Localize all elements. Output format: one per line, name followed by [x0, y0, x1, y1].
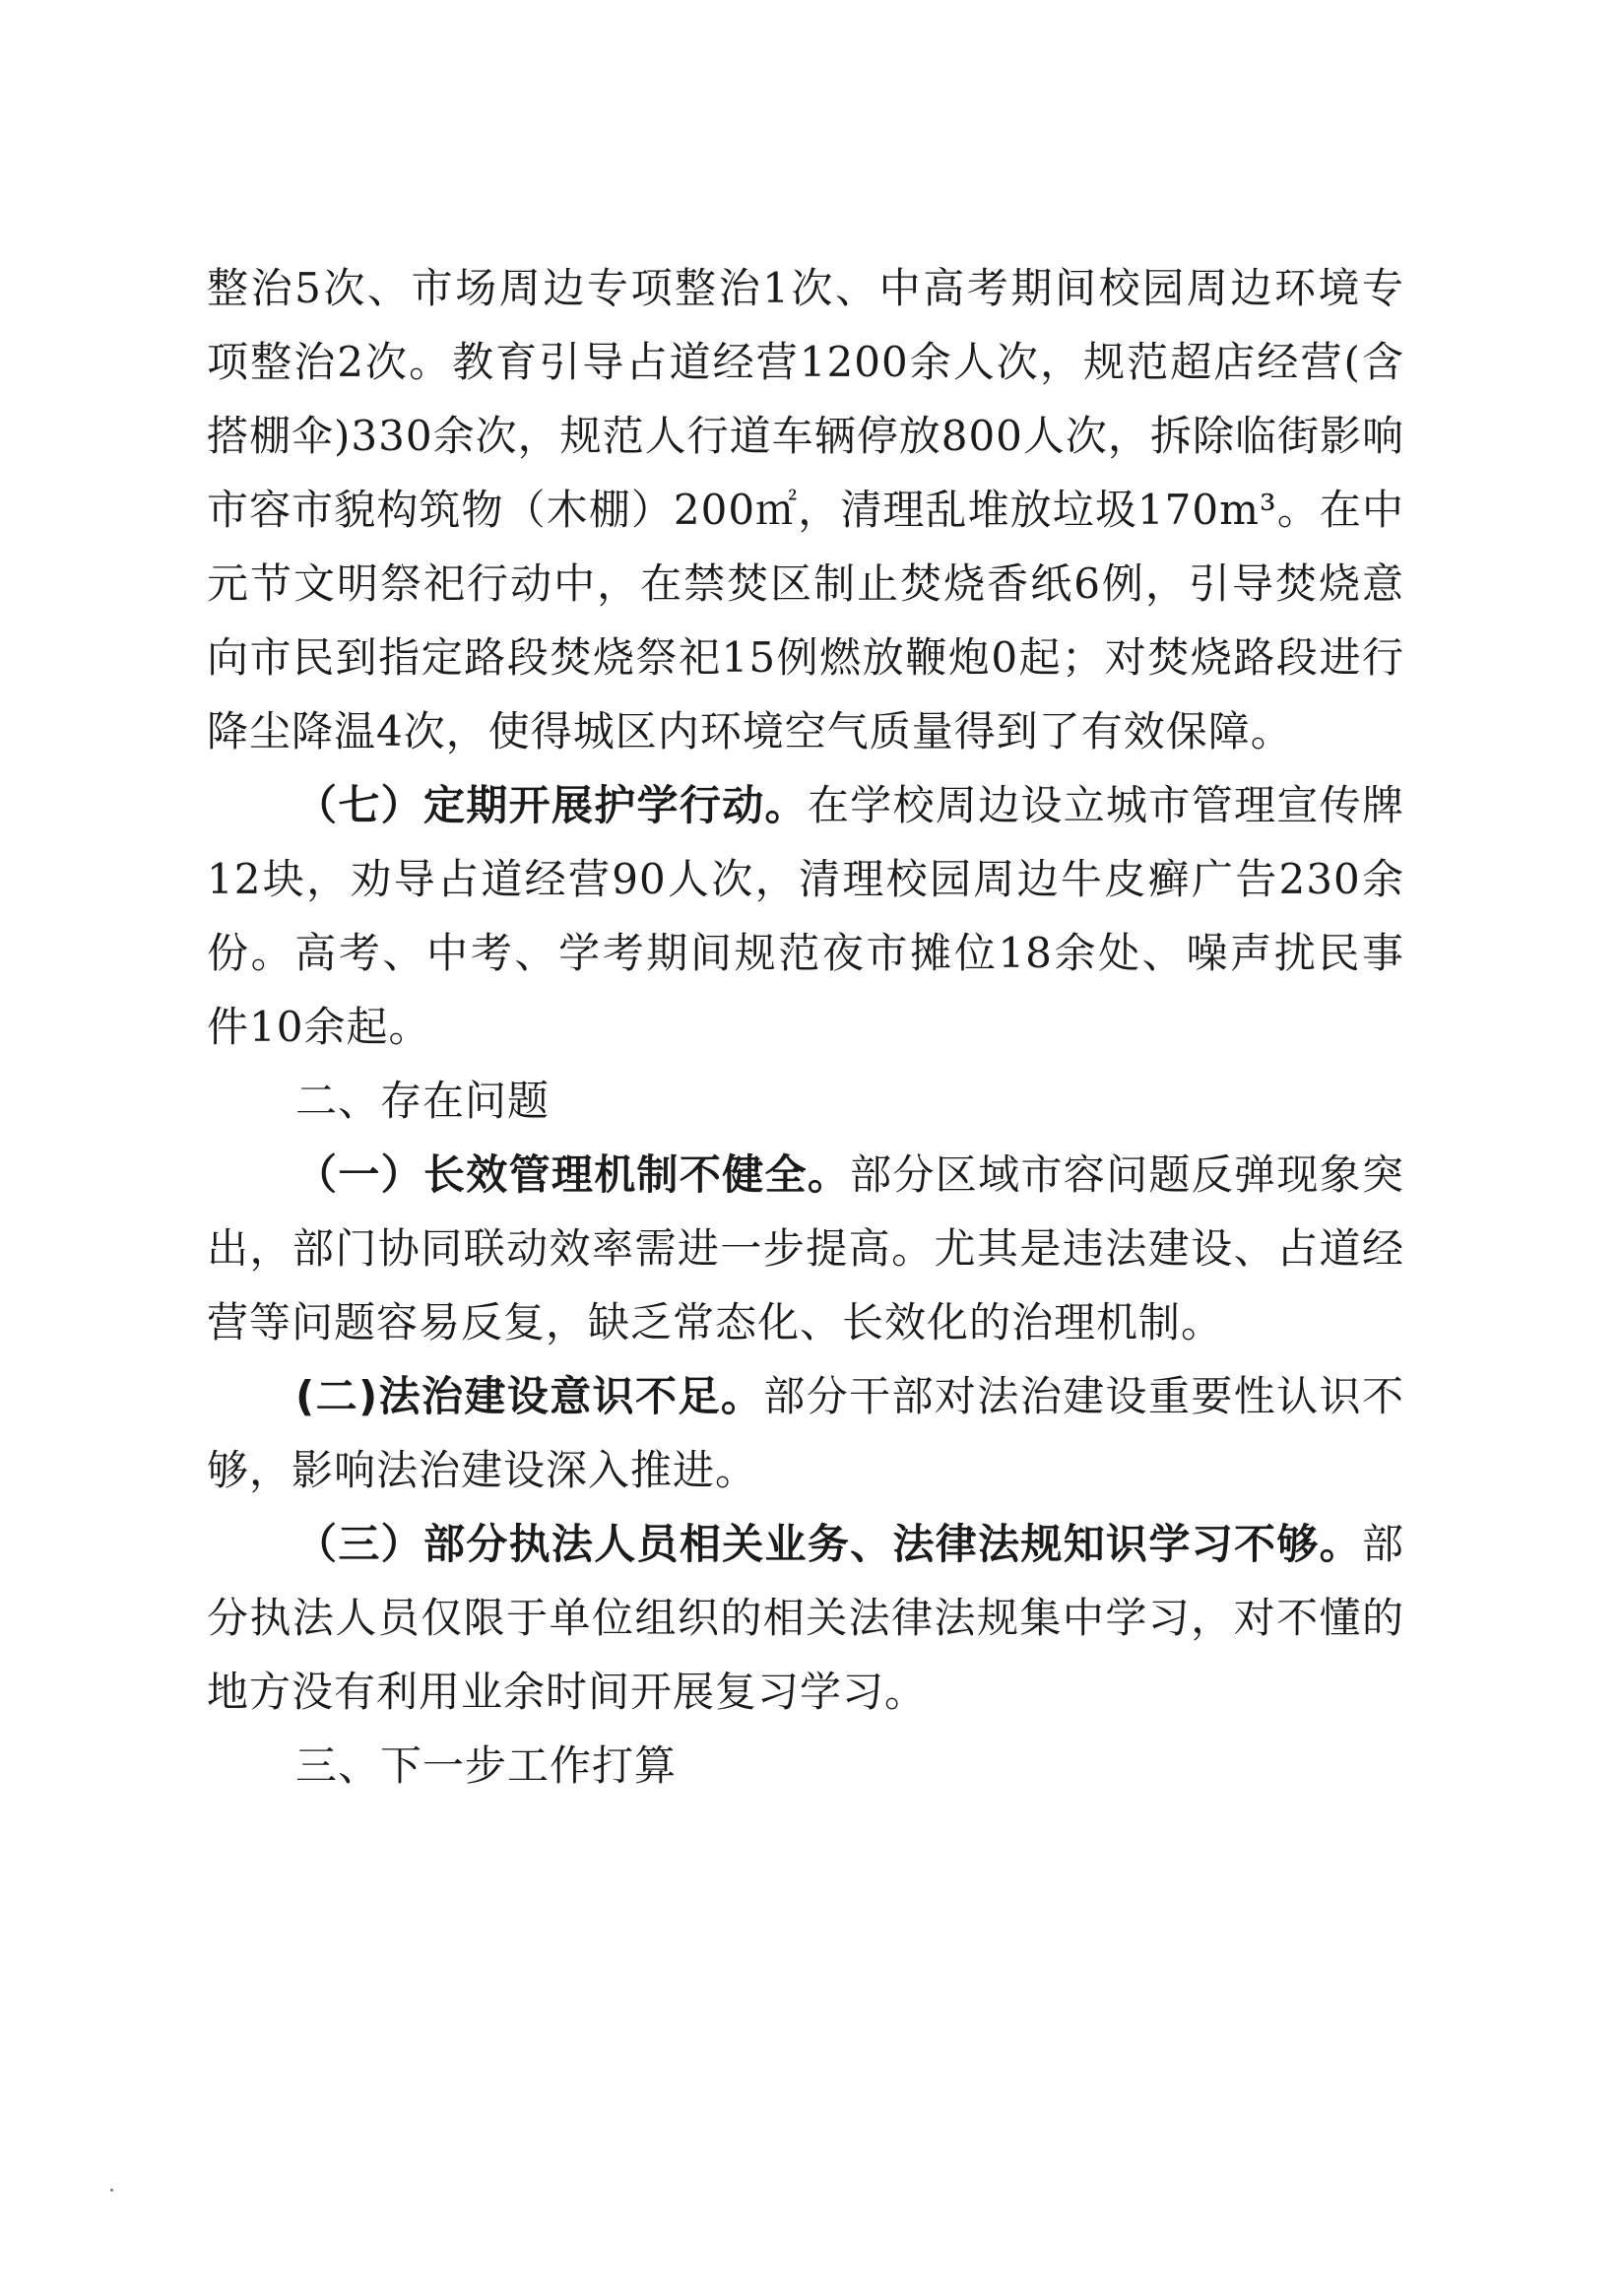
paragraph-lead-problem-mechanism: （一）长效管理机制不健全。: [295, 1150, 851, 1199]
document-body: [207, 251, 1404, 1803]
paragraph-problem-mechanism: [207, 1138, 1404, 1359]
paragraph-lead-problem-training: （三）部分执法人员相关业务、法律法规知识学习不够。: [295, 1520, 1362, 1568]
paragraph-school-protection: [207, 768, 1404, 1064]
paragraph-lead-school-protection: （七）定期开展护学行动。: [295, 781, 808, 829]
paragraph-problem-training: [207, 1507, 1404, 1729]
section-heading-problems: 二、存在问题: [295, 1077, 551, 1125]
paragraph-body-school-protection: 在学校周边设立城市管理宣传牌12块，劝导占道经营90人次，清理校园周边牛皮癣广告230余份。高考、中考、学考期间规范夜市摊位18余处、噪声扰民事件10余起。: [207, 781, 1404, 1051]
paragraph-body-problem-mechanism: 部分区域市容问题反弹现象突出，部门协同联动效率需进一步提高。尤其是违法建设、占道经营等问题容易反复，缺乏常态化、长效化的治理机制。: [207, 1150, 1404, 1346]
paragraph-problem-rule-of-law: [207, 1359, 1404, 1507]
paragraph-rectification-stats: 整治5次、市场周边专项整治1次、中高考期间校园周边环境专项整治2次。教育引导占道经营1200余人次，规范超店经营(含搭棚伞)330余次，规范人行道车辆停放800人次，拆除临街影响市容市貌构筑物（木棚）200㎡，清理乱堆放垃圾170m³。在中元节文明祭祀行动中，在禁焚区制止焚烧香纸6例，引导焚烧意向市民到指定路段焚烧祭祀15例燃放鞭炮0起；对焚烧路段进行降尘降温4次，使得城区内环境空气质量得到了有效保障。: [207, 264, 1404, 755]
scan-speck: [110, 2189, 113, 2192]
section-heading-next-steps: 三、下一步工作打算: [295, 1741, 678, 1790]
paragraph-body-problem-rule-of-law: 部分干部对法治建设重要性认识不够，影响法治建设深入推进。: [207, 1372, 1404, 1494]
paragraph-lead-problem-rule-of-law: (二)法治建设意识不足。: [295, 1372, 764, 1420]
paragraph-body-problem-training: 部分执法人员仅限于单位组织的相关法律法规集中学习，对不懂的地方没有利用业余时间开展复习学习。: [207, 1520, 1404, 1716]
